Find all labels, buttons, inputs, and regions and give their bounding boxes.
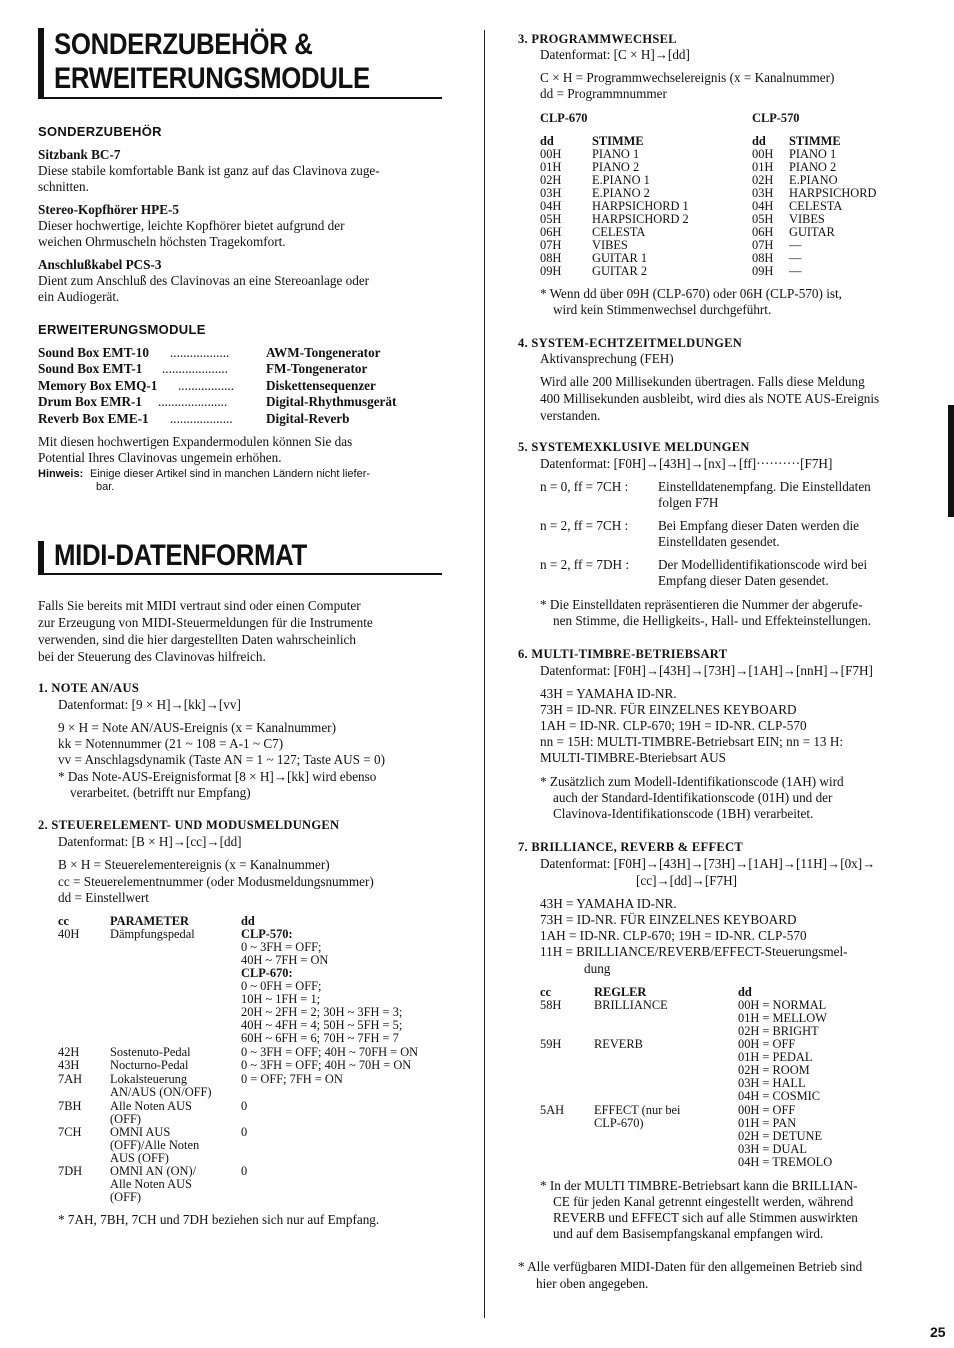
voice-name: CELESTA xyxy=(789,199,843,213)
table-cell: 7CH xyxy=(58,1125,82,1139)
voice-name: VIBES xyxy=(789,212,825,226)
table-cell: 0 xyxy=(241,1099,248,1113)
module-desc: Digital-Reverb xyxy=(266,411,350,426)
table-header: dd xyxy=(738,985,752,999)
param-key: n = 0, ff = 7CH : xyxy=(540,479,629,494)
table-cell: Dämpfungspedal xyxy=(110,927,195,941)
section-title-modules: ERWEITERUNGSMODULE xyxy=(54,62,370,95)
edge-tab-marker xyxy=(948,405,954,517)
definition: 43H = YAMAHA ID-NR. xyxy=(540,686,677,701)
module-dots: ................... xyxy=(170,411,233,426)
table-cell: AUS (OFF) xyxy=(110,1151,169,1165)
voice-name: — xyxy=(789,264,802,278)
table-cell: 59H xyxy=(540,1037,562,1051)
paragraph: verwenden, sind die hier dargestellten Daten wahrscheinlich xyxy=(38,632,356,647)
table-cell: 43H xyxy=(58,1058,80,1072)
table-cell: 00H = NORMAL xyxy=(738,998,827,1012)
definition: 43H = YAMAHA ID-NR. xyxy=(540,896,677,911)
table-cell: REVERB xyxy=(594,1037,643,1051)
table-header: dd xyxy=(241,914,255,928)
footnote: CE für jeden Kanal getrennt eingestellt werden, während xyxy=(553,1194,854,1209)
table-cell: 7DH xyxy=(58,1164,83,1178)
section-heading: 4. SYSTEM-ECHTZEITMELDUNGEN xyxy=(518,336,743,350)
voice-name: E.PIANO xyxy=(789,173,838,187)
model-label: CLP-670 xyxy=(540,111,588,125)
voice-name: PIANO 1 xyxy=(592,147,640,161)
section-heading: 5. SYSTEMEXKLUSIVE MELDUNGEN xyxy=(518,440,750,454)
program-number: 00H xyxy=(752,147,774,161)
program-number: 09H xyxy=(752,264,774,278)
table-cell: (OFF) xyxy=(110,1112,141,1126)
paragraph: Wird alle 200 Millisekunden übertragen. Falls diese Meldung xyxy=(540,374,865,389)
voice-name: E.PIANO 1 xyxy=(592,173,650,187)
voice-name: GUITAR 2 xyxy=(592,264,648,278)
table-cell: 02H = ROOM xyxy=(738,1063,810,1077)
voice-name: VIBES xyxy=(592,238,628,252)
table-cell: 01H = PEDAL xyxy=(738,1050,813,1064)
program-number: 05H xyxy=(540,212,562,226)
paragraph: zur Erzeugung von MIDI-Steuermeldungen für die Instrumente xyxy=(38,615,373,630)
table-cell: (OFF) xyxy=(110,1190,141,1204)
footnote: hier oben angegeben. xyxy=(536,1276,649,1291)
table-cell: 0 xyxy=(241,1125,248,1139)
table-cell: 7BH xyxy=(58,1099,82,1113)
param-value: Der Modellidentifikationscode wird bei xyxy=(658,557,868,572)
module-name: Memory Box EMQ-1 xyxy=(38,378,158,393)
table-cell: Nocturno-Pedal xyxy=(110,1058,189,1072)
footnote: REVERB und EFFECT sich auf alle Stimmen auswirkten xyxy=(553,1210,858,1225)
definition: 1AH = ID-NR. CLP-670; 19H = ID-NR. CLP-570 xyxy=(540,928,807,943)
module-desc: FM-Tongenerator xyxy=(266,361,368,376)
paragraph: verstanden. xyxy=(540,408,601,423)
table-cell: 0 = OFF; 7FH = ON xyxy=(241,1072,343,1086)
title-bar-accent xyxy=(38,541,44,575)
note-text: Einige dieser Artikel sind in manchen Ländern nicht liefer- xyxy=(90,468,371,480)
footnote: * 7AH, 7BH, 7CH und 7DH beziehen sich nur auf Empfang. xyxy=(58,1212,380,1227)
voice-name: — xyxy=(789,251,802,265)
param-value: Bei Empfang dieser Daten werden die xyxy=(658,518,860,533)
voice-name: PIANO 1 xyxy=(789,147,837,161)
table-cell: 5AH xyxy=(540,1103,565,1117)
program-number: 00H xyxy=(540,147,562,161)
paragraph: Falls Sie bereits mit MIDI vertraut sind oder einen Computer xyxy=(38,598,361,613)
definition: Aktivansprechung (FEH) xyxy=(540,351,674,366)
program-number: 07H xyxy=(752,238,774,252)
page-number: 25 xyxy=(930,1324,946,1340)
voice-name: GUITAR xyxy=(789,225,835,239)
program-number: 09H xyxy=(540,264,562,278)
section-heading: 1. NOTE AN/AUS xyxy=(38,681,140,695)
definition: 9 × H = Note AN/AUS-Ereignis (x = Kanalnummer) xyxy=(58,720,336,735)
voice-name: HARPSICHORD 2 xyxy=(592,212,689,226)
module-name: Reverb Box EME-1 xyxy=(38,411,149,426)
definition: dd = Programmnummer xyxy=(540,86,667,101)
table-cell: OMNI AN (ON)/ xyxy=(110,1164,197,1178)
param-value: Einstelldaten gesendet. xyxy=(658,534,780,549)
footnote: * Alle verfügbaren MIDI-Daten für den allgemeinen Betrieb sind xyxy=(518,1259,863,1274)
table-cell: 02H = BRIGHT xyxy=(738,1024,819,1038)
table-cell: 42H xyxy=(58,1045,80,1059)
table-cell: 0 ~ 3FH = OFF; 40H ~ 70H = ON xyxy=(241,1058,412,1072)
section-heading: 2. STEUERELEMENT- UND MODUSMELDUNGEN xyxy=(38,818,340,832)
table-cell: 58H xyxy=(540,998,562,1012)
program-number: 07H xyxy=(540,238,562,252)
data-format: Datenformat: [F0H]→[43H]→[73H]→[1AH]→[nnH]→[F7H] xyxy=(540,663,873,678)
model-label: CLP-570 xyxy=(752,111,800,125)
definition: dd = Einstellwert xyxy=(58,890,149,905)
table-header: STIMME xyxy=(592,134,644,148)
item-desc: Diese stabile komfortable Bank ist ganz auf das Clavinova zuge- xyxy=(38,163,380,178)
table-cell: 02H = DETUNE xyxy=(738,1129,823,1143)
definition: 1AH = ID-NR. CLP-670; 19H = ID-NR. CLP-570 xyxy=(540,718,807,733)
title-bar-accent xyxy=(38,28,44,98)
footnote: verarbeitet. (betrifft nur Empfang) xyxy=(70,785,251,800)
program-number: 02H xyxy=(540,173,562,187)
item-name: Sitzbank BC-7 xyxy=(38,147,121,162)
footnote: und auf dem Basisempfangskanal empfangen wird. xyxy=(553,1226,824,1241)
footnote: * Wenn dd über 09H (CLP-670) oder 06H (CLP-570) ist, xyxy=(540,286,842,301)
table-header: cc xyxy=(58,914,69,928)
table-header: PARAMETER xyxy=(110,914,189,928)
program-number: 04H xyxy=(752,199,774,213)
program-number: 08H xyxy=(540,251,562,265)
table-cell: 0 ~ 3FH = OFF; 40H ~ 70FH = ON xyxy=(241,1045,419,1059)
definition: kk = Notennummer (21 ~ 108 = A-1 ~ C7) xyxy=(58,736,284,751)
footnote: * In der MULTI TIMBRE-Betriebsart kann die BRILLIAN- xyxy=(540,1178,858,1193)
module-desc: AWM-Tongenerator xyxy=(266,345,381,360)
table-cell: Alle Noten AUS xyxy=(110,1177,192,1191)
table-cell: 01H = PAN xyxy=(738,1116,797,1130)
paragraph: Potential Ihres Clavinovas ungemein erhöhen. xyxy=(38,450,282,465)
table-cell: 20H ~ 2FH = 2; 30H ~ 3FH = 3; xyxy=(241,1005,403,1019)
table-cell: 7AH xyxy=(58,1072,83,1086)
table-cell: EFFECT (nur bei xyxy=(594,1103,681,1117)
definition: nn = 15H: MULTI-TIMBRE-Betriebsart EIN; nn = 13 H: xyxy=(540,734,844,749)
item-desc: ein Audiogerät. xyxy=(38,289,120,304)
table-cell: 0 xyxy=(241,1164,248,1178)
item-desc: Dieser hochwertige, leichte Kopfhörer bietet aufgrund der xyxy=(38,218,345,233)
table-cell: Alle Noten AUS xyxy=(110,1099,192,1113)
data-format: Datenformat: [9 × H]→[kk]→[vv] xyxy=(58,697,241,712)
table-cell: 40H ~ 7FH = ON xyxy=(241,953,329,967)
paragraph: Mit diesen hochwertigen Expandermodulen können Sie das xyxy=(38,434,353,449)
footnote: * Das Note-AUS-Ereignisformat [8 × H]→[kk] wird ebenso xyxy=(58,769,377,784)
definition: dung xyxy=(584,961,611,976)
table-cell: 01H = MELLOW xyxy=(738,1011,827,1025)
table-cell: CLP-570: xyxy=(241,927,293,941)
table-cell: Sostenuto-Pedal xyxy=(110,1045,191,1059)
footnote: auch der Standard-Identifikationscode (01H) und der xyxy=(553,790,833,805)
param-key: n = 2, ff = 7CH : xyxy=(540,518,629,533)
definition: C × H = Programmwechselereignis (x = Kanalnummer) xyxy=(540,70,835,85)
definition: vv = Anschlagsdynamik (Taste AN = 1 ~ 127; Taste AUS = 0) xyxy=(58,752,385,767)
module-dots: .................... xyxy=(162,361,228,376)
table-cell: CLP-670: xyxy=(241,966,293,980)
table-cell: BRILLIANCE xyxy=(594,998,668,1012)
module-name: Sound Box EMT-10 xyxy=(38,345,149,360)
voice-name: HARPSICHORD 1 xyxy=(592,199,689,213)
definition: 11H = BRILLIANCE/REVERB/EFFECT-Steuerungsmel- xyxy=(540,944,848,959)
table-cell: (OFF)/Alle Noten xyxy=(110,1138,200,1152)
data-format: Datenformat: [F0H]→[43H]→[nx]→[ff]··········[F7H] xyxy=(540,456,833,471)
section-heading: 6. MULTI-TIMBRE-BETRIEBSART xyxy=(518,647,728,661)
data-format: Datenformat: [B × H]→[cc]→[dd] xyxy=(58,834,242,849)
voice-name: PIANO 2 xyxy=(592,160,640,174)
table-header: STIMME xyxy=(789,134,841,148)
param-key: n = 2, ff = 7DH : xyxy=(540,557,629,572)
table-header: REGLER xyxy=(594,985,647,999)
program-number: 02H xyxy=(752,173,774,187)
definition: B × H = Steuerelementereignis (x = Kanalnummer) xyxy=(58,857,330,872)
table-cell: 04H = TREMOLO xyxy=(738,1155,833,1169)
definition: MULTI-TIMBRE-Bteriebsart AUS xyxy=(540,750,726,765)
item-desc: Dient zum Anschluß des Clavinovas an eine Stereoanlage oder xyxy=(38,273,370,288)
module-dots: .................. xyxy=(170,345,230,360)
table-cell: 60H ~ 6FH = 6; 70H ~ 7FH = 7 xyxy=(241,1031,399,1045)
table-cell: CLP-670) xyxy=(594,1116,644,1130)
section-title-accessories: SONDERZUBEHÖR & xyxy=(54,28,313,61)
module-desc: Diskettensequenzer xyxy=(266,378,376,393)
module-name: Sound Box EMT-1 xyxy=(38,361,143,376)
table-header: dd xyxy=(752,134,766,148)
footnote: * Zusätzlich zum Modell-Identifikationscode (1AH) wird xyxy=(540,774,844,789)
voice-name: E.PIANO 2 xyxy=(592,186,650,200)
heading-sonderzubehoer: SONDERZUBEHÖR xyxy=(38,124,162,139)
footnote: nen Stimme, die Helligkeits-, Hall- und Effekteinstellungen. xyxy=(553,613,872,628)
section-heading: 7. BRILLIANCE, REVERB & EFFECT xyxy=(518,840,744,854)
program-number: 01H xyxy=(752,160,774,174)
note-label: Hinweis: xyxy=(38,468,84,480)
program-number: 03H xyxy=(752,186,774,200)
program-number: 01H xyxy=(540,160,562,174)
param-value: Einstelldatenempfang. Die Einstelldaten xyxy=(658,479,871,494)
table-cell: 0 ~ 0FH = OFF; xyxy=(241,979,322,993)
item-desc: weichen Ohrmuscheln höchsten Tragekomfort. xyxy=(38,234,286,249)
voice-name: HARPSICHORD xyxy=(789,186,877,200)
section-heading: 3. PROGRAMMWECHSEL xyxy=(518,32,677,46)
voice-name: GUITAR 1 xyxy=(592,251,648,265)
table-header: dd xyxy=(540,134,554,148)
param-value: Empfang dieser Daten gesendet. xyxy=(658,573,829,588)
title-rule xyxy=(38,573,442,575)
title-rule xyxy=(38,97,442,99)
table-cell: 40H ~ 4FH = 4; 50H ~ 5FH = 5; xyxy=(241,1018,403,1032)
table-cell: Lokalsteuerung xyxy=(110,1072,188,1086)
table-cell: AN/AUS (ON/OFF) xyxy=(110,1085,212,1099)
data-format: Datenformat: [F0H]→[43H]→[73H]→[1AH]→[11H]→[0x]→ xyxy=(540,856,876,871)
program-number: 06H xyxy=(752,225,774,239)
table-cell: 00H = OFF xyxy=(738,1103,796,1117)
program-number: 03H xyxy=(540,186,562,200)
module-dots: ................. xyxy=(178,378,235,393)
footnote: wird kein Stimmenwechsel durchgeführt. xyxy=(553,302,772,317)
paragraph: 400 Millisekunden ausbleibt, wird dies als NOTE AUS-Ereignis xyxy=(540,391,880,406)
heading-erweiterungsmodule: ERWEITERUNGSMODULE xyxy=(38,322,206,337)
footnote: Clavinova-Identifikationscode (1BH) verarbeitet. xyxy=(553,806,814,821)
table-cell: 40H xyxy=(58,927,80,941)
table-cell: 03H = DUAL xyxy=(738,1142,807,1156)
table-cell: 10H ~ 1FH = 1; xyxy=(241,992,321,1006)
table-header: cc xyxy=(540,985,551,999)
definition: 73H = ID-NR. FÜR EINZELNES KEYBOARD xyxy=(540,702,797,717)
table-cell: 0 ~ 3FH = OFF; xyxy=(241,940,322,954)
table-cell: OMNI AUS xyxy=(110,1125,171,1139)
paragraph: bei der Steuerung des Clavinovas hilfreich. xyxy=(38,649,266,664)
definition: cc = Steuerelementnummer (oder Modusmeldungsnummer) xyxy=(58,874,374,889)
voice-name: CELESTA xyxy=(592,225,646,239)
table-cell: 04H = COSMIC xyxy=(738,1089,821,1103)
module-desc: Digital-Rhythmusgerät xyxy=(266,394,397,409)
section-title-midi: MIDI-DATENFORMAT xyxy=(54,539,307,572)
voice-name: PIANO 2 xyxy=(789,160,837,174)
note-text: bar. xyxy=(96,481,115,493)
definition: 73H = ID-NR. FÜR EINZELNES KEYBOARD xyxy=(540,912,797,927)
program-number: 08H xyxy=(752,251,774,265)
data-format: Datenformat: [C × H]→[dd] xyxy=(540,47,690,62)
module-name: Drum Box EMR-1 xyxy=(38,394,143,409)
data-format: [cc]→[dd]→[F7H] xyxy=(636,873,738,888)
item-desc: schnitten. xyxy=(38,179,89,194)
item-name: Anschlußkabel PCS-3 xyxy=(38,257,162,272)
footnote: * Die Einstelldaten repräsentieren die Nummer der abgerufe- xyxy=(540,597,863,612)
table-cell: 03H = HALL xyxy=(738,1076,806,1090)
voice-name: — xyxy=(789,238,802,252)
item-name: Stereo-Kopfhörer HPE-5 xyxy=(38,202,180,217)
program-number: 06H xyxy=(540,225,562,239)
table-cell: 00H = OFF xyxy=(738,1037,796,1051)
program-number: 04H xyxy=(540,199,562,213)
program-number: 05H xyxy=(752,212,774,226)
column-divider xyxy=(484,30,485,1318)
module-dots: ..................... xyxy=(158,394,228,409)
param-value: folgen F7H xyxy=(658,495,719,510)
